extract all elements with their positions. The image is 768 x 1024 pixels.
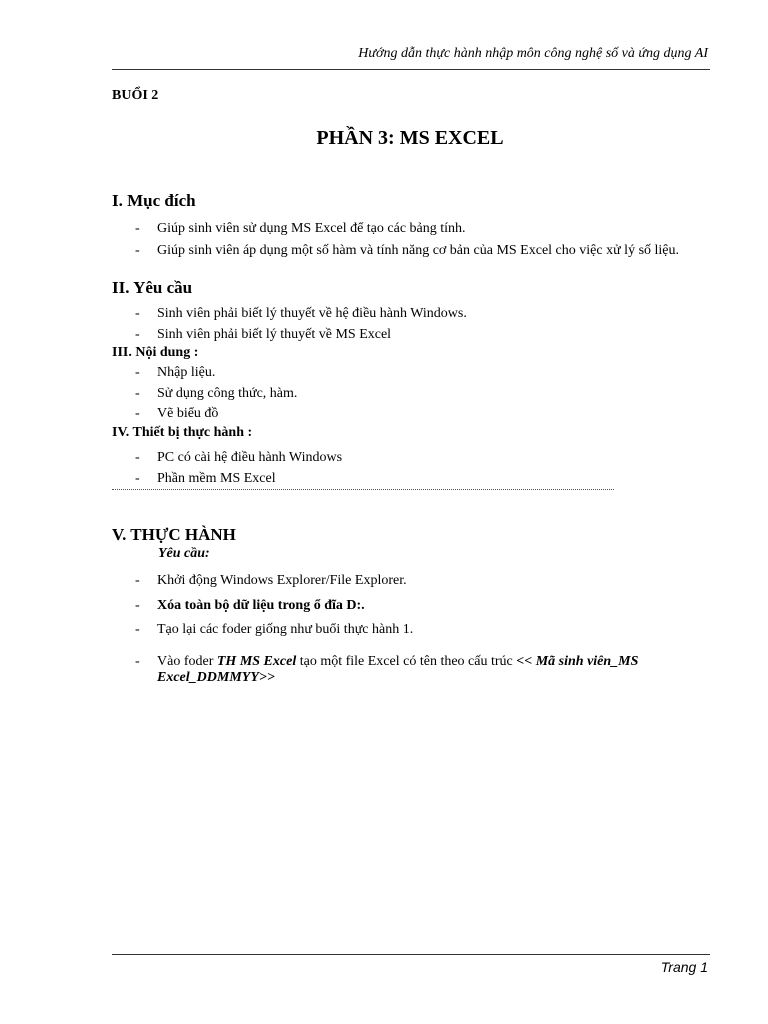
session-label: BUỔI 2 bbox=[112, 88, 159, 103]
bullet-dash: - bbox=[135, 573, 140, 588]
bullet-dash: - bbox=[135, 406, 140, 421]
purpose-item: Giúp sinh viên áp dụng một số hàm và tính năng cơ bản của MS Excel cho việc xử lý số liệu. bbox=[157, 243, 680, 258]
running-header: Hướng dẫn thực hành nhập môn công nghệ số và ứng dụng AI bbox=[358, 46, 708, 61]
bullet-dash: - bbox=[135, 654, 140, 669]
bullet-dash: - bbox=[135, 598, 140, 613]
practice-item: Khởi động Windows Explorer/File Explorer. bbox=[157, 573, 407, 588]
footer-divider bbox=[112, 954, 710, 955]
content-item: Vẽ biểu đồ bbox=[157, 406, 219, 421]
practice-requirement-label: Yêu cầu: bbox=[158, 546, 210, 561]
bullet-dash: - bbox=[135, 450, 140, 465]
practice-item: Xóa toàn bộ dữ liệu trong ổ đĩa D:. bbox=[157, 598, 365, 613]
requirements-item: Sinh viên phải biết lý thuyết về MS Excel bbox=[157, 327, 392, 342]
bullet-dash: - bbox=[135, 327, 140, 342]
purpose-item: Giúp sinh viên sử dụng MS Excel để tạo các bảng tính. bbox=[157, 221, 466, 236]
header-divider bbox=[112, 69, 710, 70]
practice-item-text: Vào foder bbox=[157, 654, 217, 669]
requirements-item: Sinh viên phải biết lý thuyết về hệ điều hành Windows. bbox=[157, 306, 467, 321]
folder-name: TH MS Excel bbox=[216, 654, 297, 669]
practice-item bbox=[157, 654, 702, 686]
bullet-dash: - bbox=[135, 365, 140, 380]
bullet-dash: - bbox=[135, 622, 140, 637]
equipment-item: PC có cài hệ điều hành Windows bbox=[157, 450, 343, 465]
bullet-dash: - bbox=[135, 243, 140, 258]
bullet-dash: - bbox=[135, 386, 140, 401]
page-title: PHẦN 3: MS EXCEL bbox=[316, 127, 504, 149]
section-purpose-title: I. Mục đích bbox=[112, 191, 196, 210]
content-item: Sử dụng công thức, hàm. bbox=[157, 386, 298, 401]
file-name-pattern: << Mã sinh viên_MS Excel_DDMMYY>> bbox=[157, 654, 639, 685]
section-practice-title: V. THỰC HÀNH bbox=[112, 525, 236, 544]
bullet-dash: - bbox=[135, 471, 140, 486]
bullet-dash: - bbox=[135, 306, 140, 321]
practice-item: Tạo lại các foder giống như buổi thực hành 1. bbox=[157, 622, 414, 637]
section-equipment-title: IV. Thiết bị thực hành : bbox=[112, 425, 253, 440]
practice-item-text: tạo một file Excel có tên theo cấu trúc bbox=[296, 654, 517, 669]
dotted-separator bbox=[112, 489, 614, 490]
bullet-dash: - bbox=[135, 221, 140, 236]
page-number: Trang 1 bbox=[660, 959, 708, 975]
section-requirements-title: II. Yêu cầu bbox=[112, 278, 193, 297]
content-item: Nhập liệu. bbox=[157, 365, 216, 380]
section-content-title: III. Nội dung : bbox=[112, 345, 199, 360]
equipment-item: Phần mềm MS Excel bbox=[157, 471, 276, 486]
